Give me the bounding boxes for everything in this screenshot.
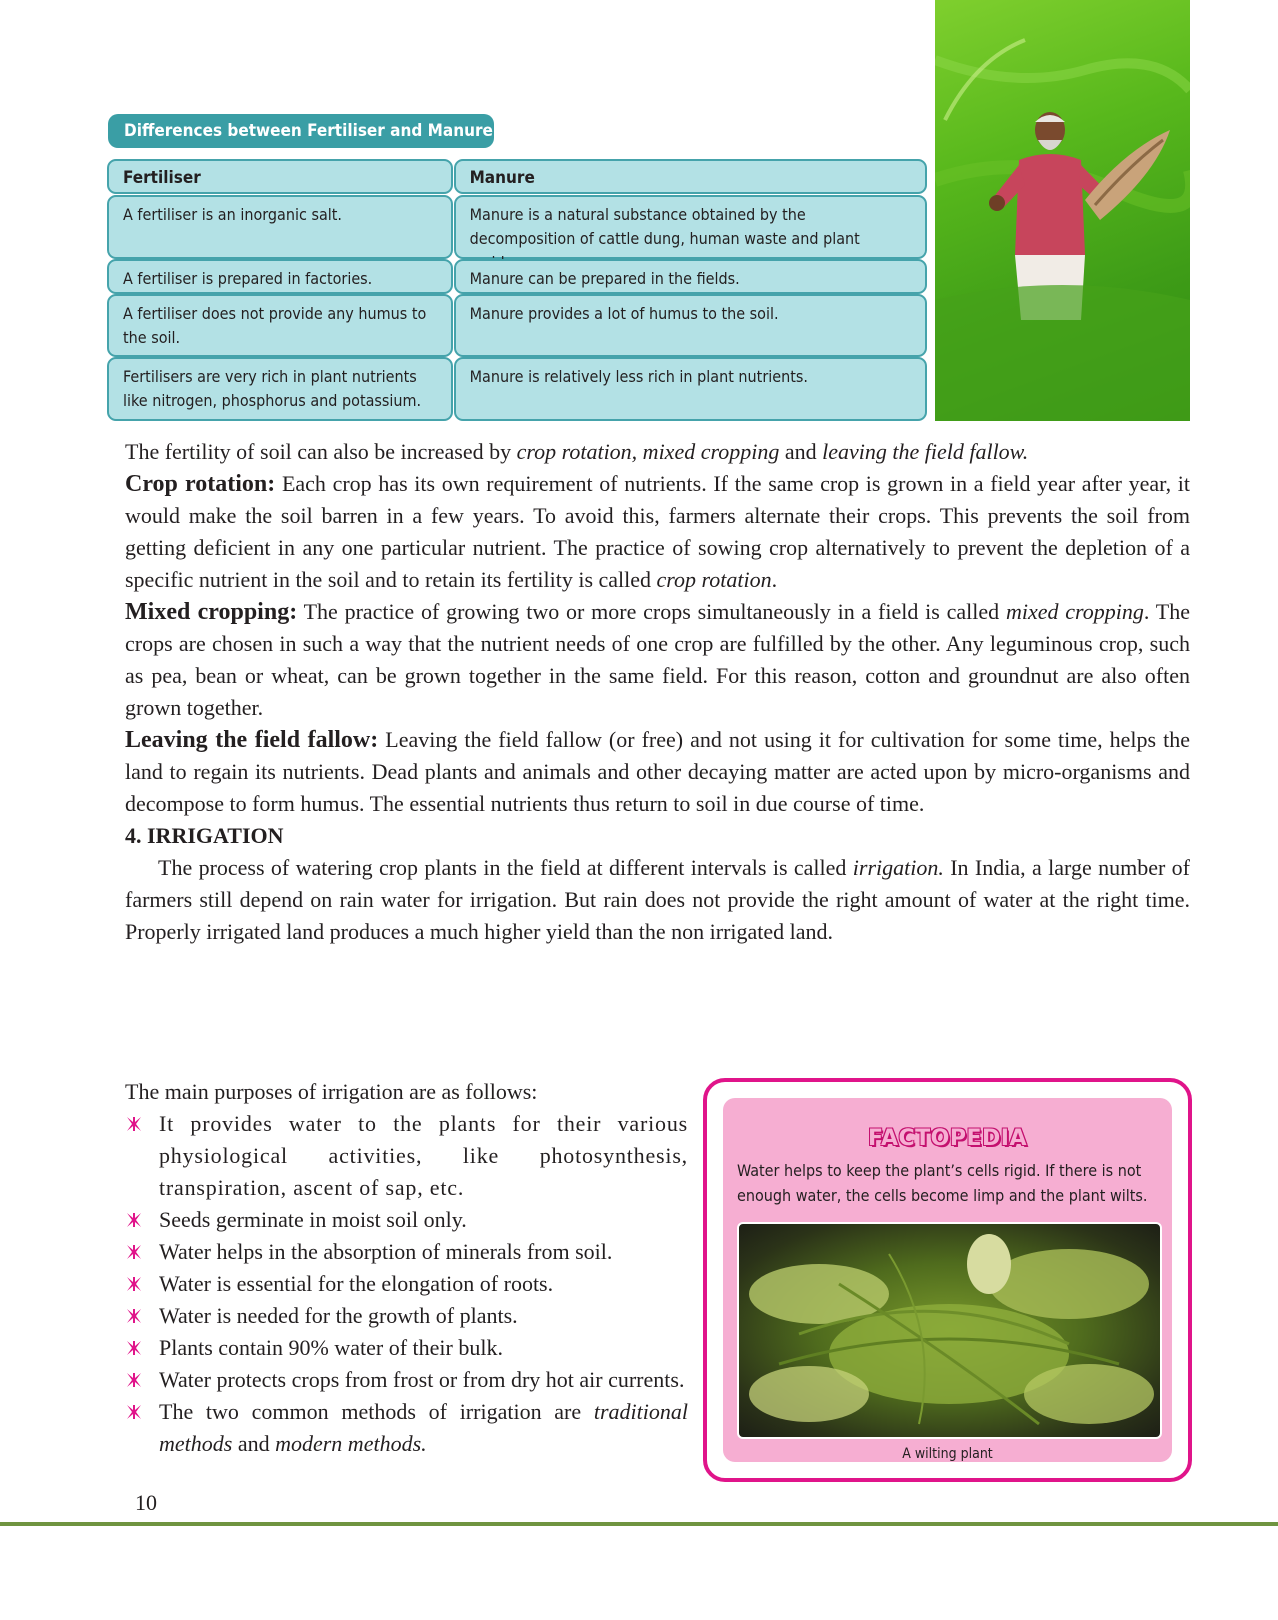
- intro-italic-fallow: leaving the field fallow.: [822, 439, 1029, 464]
- intro-italic-terms: crop rotation, mixed cropping: [516, 439, 780, 464]
- maltese-cross-icon: [127, 1341, 141, 1355]
- table-cell: Manure provides a lot of humus to the soil.: [454, 294, 927, 357]
- list-item: [125, 1300, 688, 1332]
- table-cell: A fertiliser is prepared in factories.: [107, 259, 453, 294]
- list-item-italic: modern methods.: [275, 1431, 427, 1456]
- irrigation-paragraph: [125, 852, 1190, 948]
- farmer-photo: [935, 0, 1190, 421]
- crop-rotation-italic: crop rotation: [656, 567, 772, 592]
- list-item-text: Water is essential for the elongation of roots.: [159, 1271, 554, 1296]
- list-item-text-middle: and: [232, 1431, 276, 1456]
- mixed-cropping-paragraph: [125, 596, 1190, 724]
- factopedia-panel: [723, 1098, 1172, 1462]
- list-item: [125, 1332, 688, 1364]
- list-item-text: Water is needed for the growth of plants.: [159, 1303, 518, 1328]
- table-heading: Differences between Fertiliser and Manure: [108, 114, 494, 148]
- comparison-table: [107, 159, 928, 421]
- maltese-cross-icon: [127, 1245, 141, 1259]
- purposes-intro: The main purposes of irrigation are as follows:: [125, 1079, 538, 1104]
- crop-rotation-end: .: [771, 567, 778, 592]
- irrigation-text-after: In India, a large number of farmers still depend on rain water for irrigation. But rain does not provide the right amount of water at the right time. Properly irrigated land produces a much higher yield than the non irrigated land.: [125, 855, 1190, 944]
- irrigation-text-before: The process of watering crop plants in the field at different intervals is called: [158, 855, 853, 880]
- table-cell: A fertiliser does not provide any humus to the soil.: [107, 294, 453, 357]
- factopedia-box: [703, 1078, 1192, 1482]
- list-item: [125, 1204, 688, 1236]
- mixed-cropping-italic: mixed cropping: [1005, 599, 1144, 624]
- irrigation-italic: irrigation.: [852, 855, 944, 880]
- list-item-text: Water protects crops from frost or from dry hot air currents.: [159, 1367, 685, 1392]
- maltese-cross-icon: [127, 1117, 141, 1131]
- fallow-text: Leaving the field fallow (or free) and not using it for cultivation for some time, helps the land to regain its nutrients. Dead plants and animals and other decaying matter are acted upon by micro-organisms and decompose to form humus. The essential nutrients thus return to soil in due course of time.: [125, 727, 1190, 816]
- table-row: [107, 357, 928, 421]
- table-header-row: [107, 159, 928, 195]
- fallow-term: Leaving the field fallow:: [125, 727, 379, 753]
- footer-rule: [0, 1522, 1278, 1526]
- purposes-list: [125, 1108, 688, 1460]
- list-item-text: Water helps in the absorption of minerals from soil.: [159, 1239, 613, 1264]
- body-text: [125, 436, 1190, 948]
- list-item-text: Plants contain 90% water of their bulk.: [159, 1335, 503, 1360]
- irrigation-heading: 4. IRRIGATION: [125, 823, 284, 848]
- table-cell: Fertilisers are very rich in plant nutrients like nitrogen, phosphorus and potassium.: [107, 357, 453, 421]
- list-item: [125, 1364, 688, 1396]
- crop-rotation-text: Each crop has its own requirement of nutrients. If the same crop is grown in a field year after year, it would make the soil barren in a few years. To avoid this, farmers alternate their crops. This prevents the soil from getting deficient in any one particular nutrient. The practice of sowing crop alternatively to prevent the depletion of a specific nutrient in the soil and to retain its fertility is called: [125, 471, 1191, 592]
- column-header-manure: Manure: [454, 159, 927, 194]
- list-item-text: It provides water to the plants for their various physiological activities, like photosynthesis, transpiration, ascent of sap, etc.: [159, 1111, 688, 1200]
- maltese-cross-icon: [127, 1405, 141, 1419]
- intro-text-middle: and: [779, 439, 823, 464]
- crop-rotation-term: Crop rotation:: [125, 471, 276, 497]
- maltese-cross-icon: [127, 1277, 141, 1291]
- wilting-plant-photo: [737, 1222, 1162, 1439]
- list-item: [125, 1268, 688, 1300]
- maltese-cross-icon: [127, 1213, 141, 1227]
- table-cell: Manure can be prepared in the fields.: [454, 259, 927, 294]
- table-row: [107, 294, 928, 357]
- crop-rotation-paragraph: [125, 468, 1190, 596]
- fallow-paragraph: [125, 724, 1190, 820]
- list-item: [125, 1396, 688, 1460]
- mixed-cropping-rest: . The crops are chosen in such a way that the nutrient needs of one crop are fulfilled by the other. Any leguminous crop, such as pea, bean or wheat, can be grown together in the same field. For this reason, cotton and groundnut are also often grown together.: [125, 599, 1190, 720]
- maltese-cross-icon: [127, 1373, 141, 1387]
- table-row: [107, 259, 928, 294]
- list-item-text: Seeds germinate in moist soil only.: [159, 1207, 467, 1232]
- table-cell: A fertiliser is an inorganic salt.: [107, 195, 453, 259]
- intro-text: The fertility of soil can also be increased by: [125, 439, 517, 464]
- table-cell: Manure is relatively less rich in plant nutrients.: [454, 357, 927, 421]
- mixed-cropping-text: The practice of growing two or more crops simultaneously in a field is called: [297, 599, 1006, 624]
- page-number: 10: [135, 1490, 157, 1515]
- factopedia-text: Water helps to keep the plant’s cells rigid. If there is not enough water, the cells become limp and the plant wilts.: [737, 1161, 1148, 1205]
- list-item: [125, 1236, 688, 1268]
- list-item-text: The two common methods of irrigation are: [159, 1399, 594, 1424]
- list-item-italic: traditional methods: [159, 1399, 688, 1456]
- list-item: [125, 1108, 688, 1204]
- table-cell: Manure is a natural substance obtained by the decomposition of cattle dung, human waste and plant: [454, 195, 927, 259]
- maltese-cross-icon: [127, 1309, 141, 1323]
- intro-paragraph: [125, 436, 1190, 468]
- column-header-fertiliser: Fertiliser: [107, 159, 453, 194]
- purposes-section: [125, 1076, 688, 1460]
- factopedia-caption: A wilting plant: [902, 1446, 993, 1462]
- table-row: [107, 195, 928, 259]
- mixed-cropping-term: Mixed cropping:: [125, 599, 298, 625]
- factopedia-title: FACTOPEDIA: [867, 1126, 1027, 1151]
